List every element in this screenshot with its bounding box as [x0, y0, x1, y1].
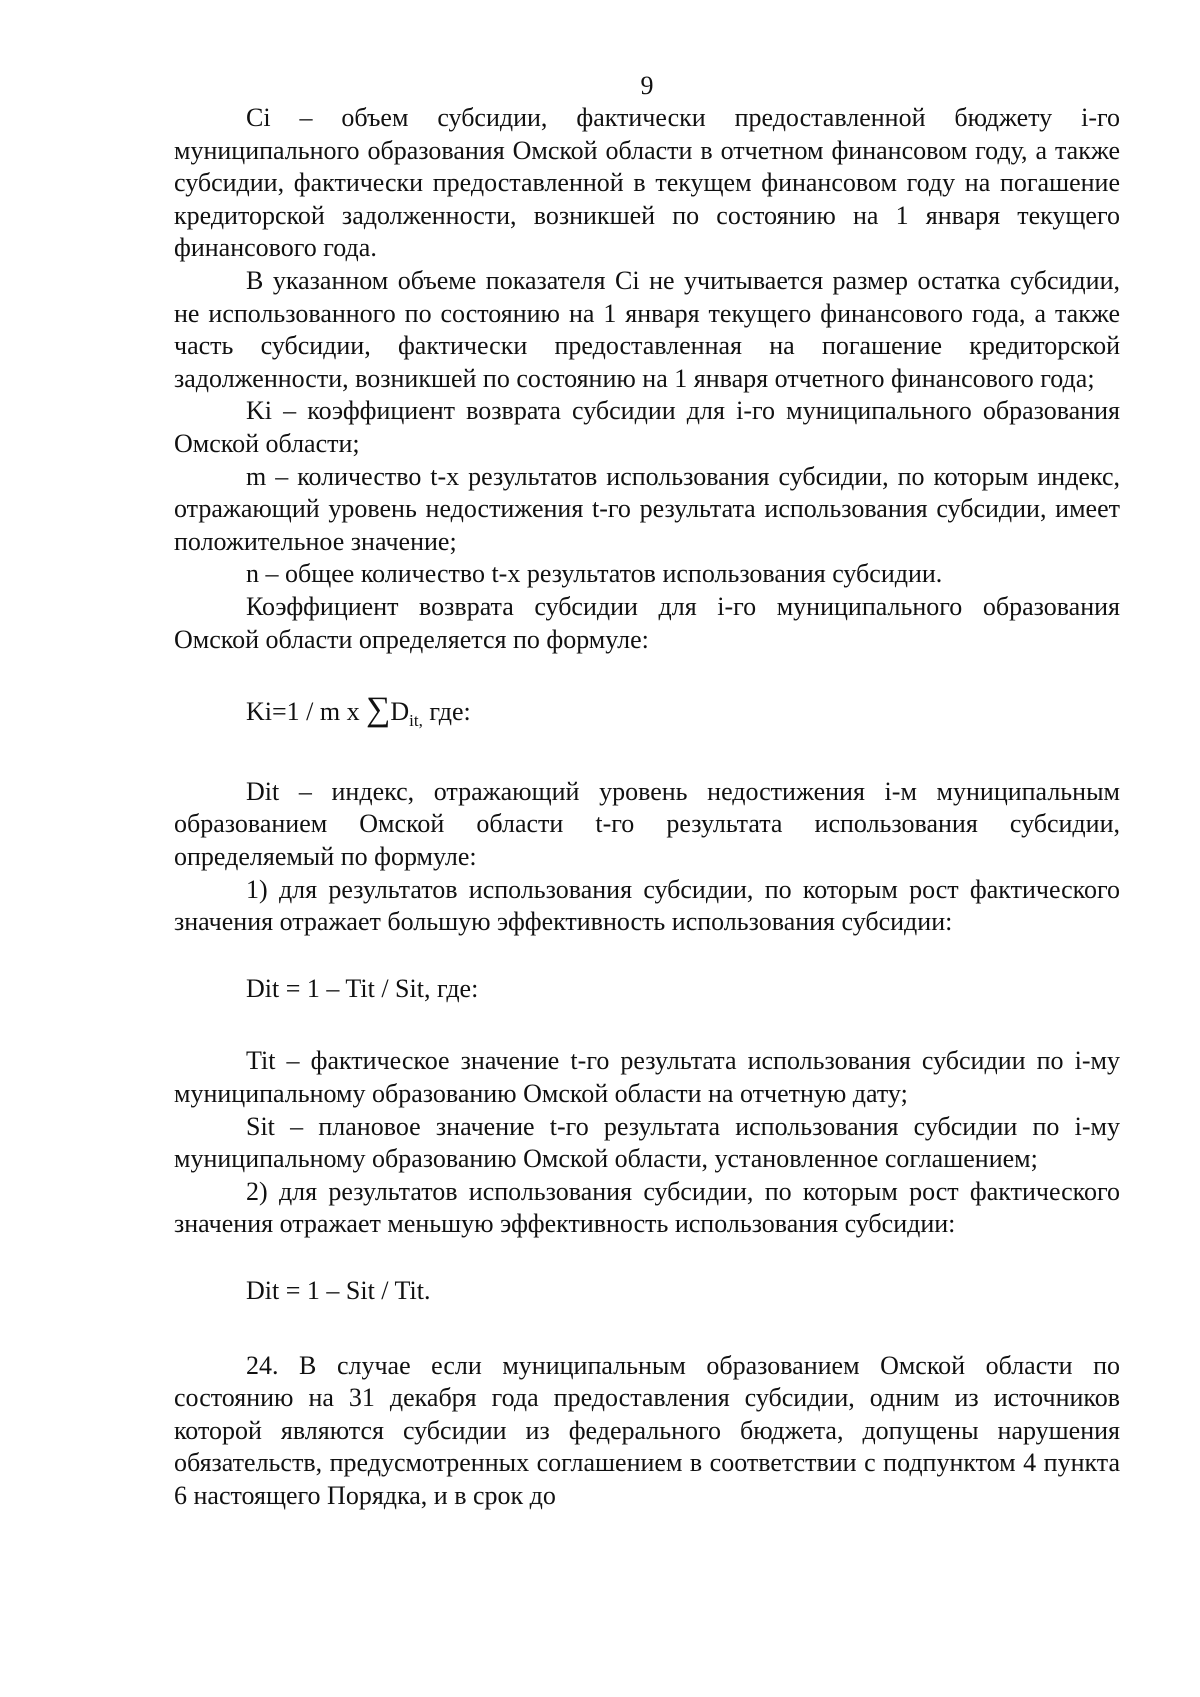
paragraph-n-definition: n – общее количество t-х результатов использования субсидии. — [246, 559, 943, 589]
page-number: 9 — [640, 71, 654, 100]
paragraph-dit-definition: Dit – индекс, отражающий уровень недостижения i-м муниципальным образованием Омской области t-го результата использования субсидии, определяемый по формуле: — [174, 776, 1120, 872]
paragraph-sit-definition: Sit – плановое значение t-го результата использования субсидии по i-му муниципальному образованию Омской области, установленное соглашением; — [174, 1111, 1120, 1174]
paragraph-m-definition: m – количество t-х результатов использования субсидии, по которым индекс, отражающий уровень недостижения t-го результата использования субсидии, имеет положительное значение; — [174, 461, 1120, 556]
formula-ki-var: D — [390, 697, 410, 727]
sigma-symbol: ∑ — [366, 691, 391, 729]
paragraph-tit-definition: Tit – фактическое значение t-го результата использования субсидии по i-му муниципальному образованию Омской области на отчетную дату; — [174, 1046, 1120, 1109]
document-page — [174, 0, 1120, 1697]
formula-ki-prefix: Ki=1 / m x — [246, 697, 367, 727]
document-body — [174, 102, 1120, 1513]
formula-dit-1: Dit = 1 – Tit / Sit, где: — [246, 973, 479, 1003]
paragraph-item-24: 24. В случае если муниципальным образованием Омской области по состоянию на 31 декабря года предоставления субсидии, одним из источников которой являются субсидии из федерального бюджета, допущены нарушения обязательств, предусмотренных соглашением в соответствии с подпунктом 4 пункта 6 настоящего Порядка, и в срок до — [174, 1350, 1120, 1510]
paragraph-ki-formula-intro: Коэффициент возврата субсидии для i-го муниципального образования Омской области определяется по формуле: — [174, 591, 1120, 654]
paragraph-ci-exclusions: В указанном объеме показателя Ci не учитывается размер остатка субсидии, не использованного по состоянию на 1 января текущего финансового года, а также часть субсидии, фактически предоставленная на погашение кредиторской задолженности, возникшей по состоянию на 1 января отчетного финансового года; — [174, 265, 1120, 393]
formula-ki-suffix: где: — [422, 697, 471, 727]
paragraph-case-1: 1) для результатов использования субсидии, по которым рост фактического значения отражает большую эффективность использования субсидии: — [174, 874, 1120, 937]
formula-ki — [174, 691, 1120, 738]
paragraph-ki-definition: Ki – коэффициент возврата субсидии для i-го муниципального образования Омской области; — [174, 396, 1120, 458]
formula-ki-subscript: it, — [409, 711, 423, 731]
paragraph-ci-definition: Ci – объем субсидии, фактически предоставленной бюджету i-го муниципального образования Омской области в отчетном финансовом году, а также субсидии, фактически предоставленной в текущем финансовом году на погашение кредиторской задолженности, возникшей по состоянию на 1 января текущего финансового года. — [174, 103, 1120, 263]
paragraph-case-2: 2) для результатов использования субсидии, по которым рост фактического значения отражает меньшую эффективность использования субсидии: — [174, 1176, 1120, 1239]
formula-dit-2: Dit = 1 – Sit / Tit. — [246, 1276, 431, 1305]
